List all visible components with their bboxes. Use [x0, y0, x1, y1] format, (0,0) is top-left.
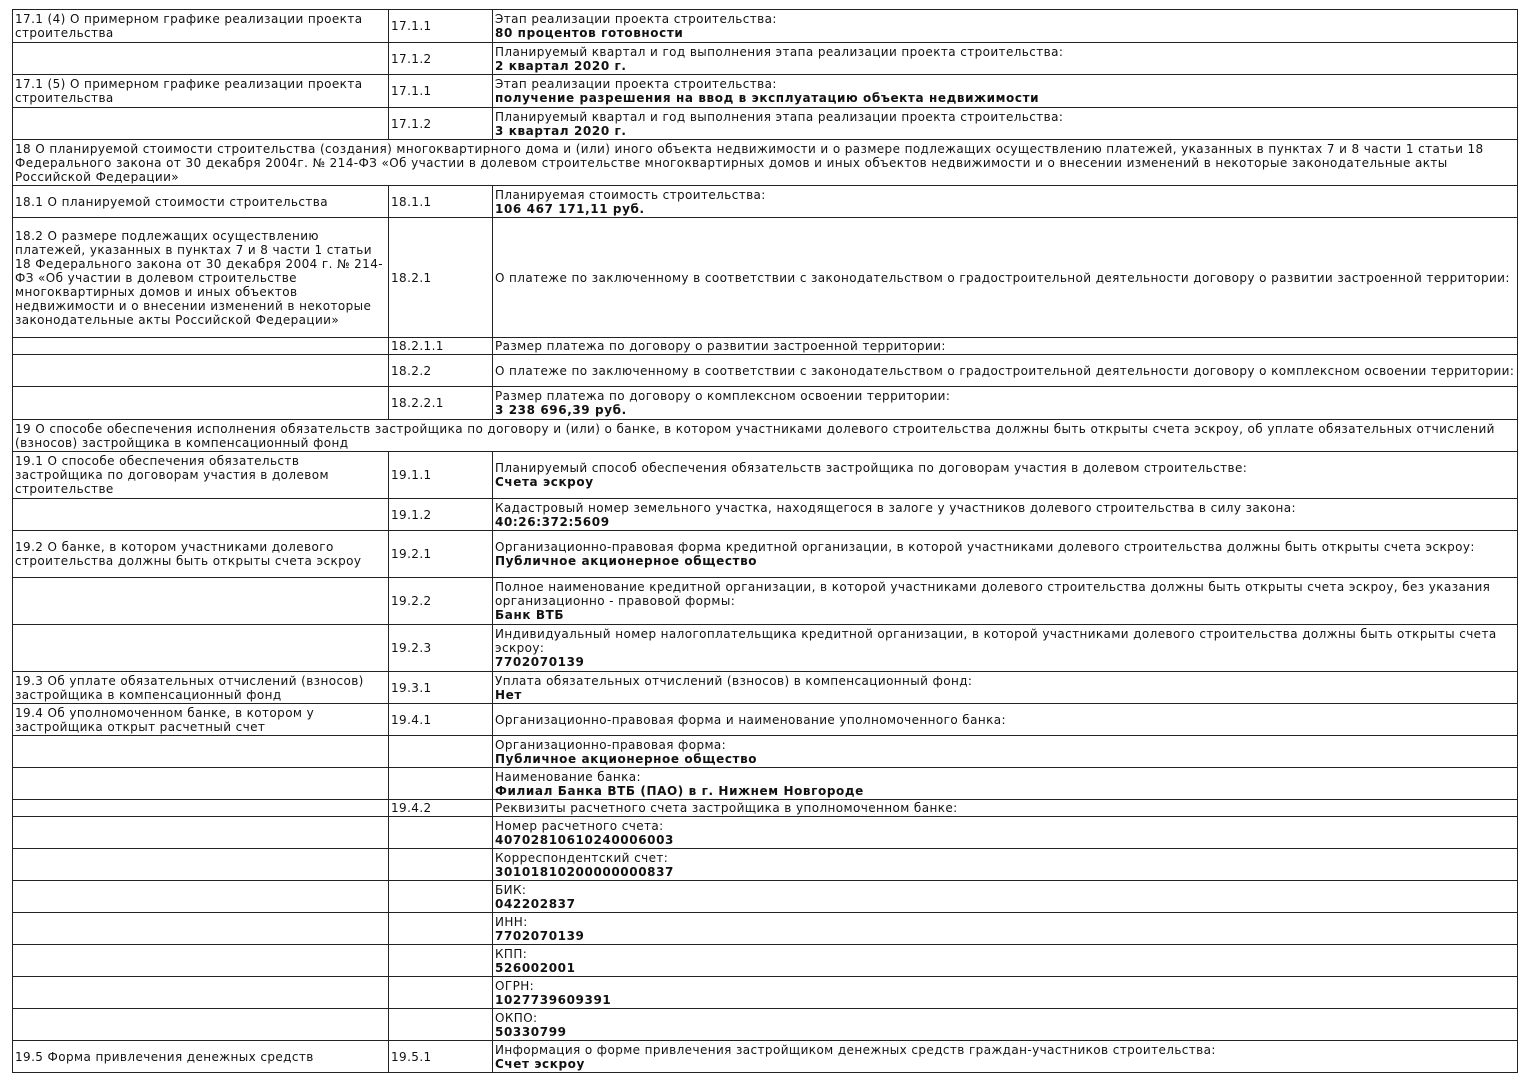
table-row	[13, 10, 1518, 43]
field-cell	[493, 704, 1518, 736]
section-cell	[13, 499, 389, 531]
field-label: Этап реализации проекта строительства:	[495, 77, 777, 91]
code-cell	[389, 1009, 493, 1041]
table-row	[13, 108, 1518, 140]
section-cell	[13, 338, 389, 355]
field-label: Планируемая стоимость строительства:	[495, 187, 766, 202]
field-cell	[493, 945, 1518, 977]
code-cell: 18.2.2.1	[389, 387, 493, 420]
field-label: КПП:	[495, 946, 528, 961]
section-cell	[13, 977, 389, 1009]
table-row	[13, 387, 1518, 420]
field-label: Уплата обязательных отчислений (взносов) в компенсационный фонд:	[495, 673, 973, 688]
field-label: Планируемый квартал и год выполнения этапа реализации проекта строительства:	[495, 44, 1064, 59]
field-value: Публичное акционерное общество	[495, 751, 758, 766]
field-label: Индивидуальный номер налогоплательщика кредитной организации, в которой участниками долевого строительства должны быть открыты счета эскроу:	[495, 627, 1497, 655]
field-cell	[493, 338, 1518, 355]
field-cell	[493, 108, 1518, 140]
field-cell	[493, 849, 1518, 881]
field-value: Счет эскроу	[495, 1056, 585, 1071]
code-cell	[389, 945, 493, 977]
field-label: О платеже по заключенному в соответствии с законодательством о градостроительной деятельности договору о развитии застроенной территории:	[495, 270, 1510, 285]
section-cell	[13, 800, 389, 817]
field-label: ОГРН:	[495, 978, 535, 993]
table-row	[13, 977, 1518, 1009]
field-cell	[493, 578, 1518, 625]
code-cell: 17.1.1	[389, 75, 493, 108]
table-row	[13, 1041, 1518, 1073]
field-label: Информация о форме привлечения застройщиком денежных средств граждан-участников строительства:	[495, 1042, 1216, 1057]
field-label: Планируемый способ обеспечения обязательств застройщика по договорам участия в долевом строительстве:	[495, 461, 1248, 475]
code-cell: 18.2.2	[389, 355, 493, 387]
field-value: 1027739609391	[495, 992, 612, 1007]
section-cell	[13, 849, 389, 881]
field-value: 526002001	[495, 960, 576, 975]
field-cell	[493, 977, 1518, 1009]
field-value: 40702810610240006003	[495, 832, 674, 847]
code-cell: 19.3.1	[389, 672, 493, 704]
section-cell: 19.4 Об уполномоченном банке, в котором у застройщика открыт расчетный счет	[13, 704, 389, 736]
field-cell	[493, 452, 1518, 499]
field-cell	[493, 531, 1518, 578]
section-cell: 18.2 О размере подлежащих осуществлению платежей, указанных в пунктах 7 и 8 части 1 статьи 18 Федерального закона от 30 декабря 2004 г. № 214-ФЗ «Об участии в долевом строительстве многоквартирных домов и иных объектов недвижимости и о внесении изменений в некоторые законодательные акты Российской Федерации»	[13, 218, 389, 338]
section-cell	[13, 355, 389, 387]
field-value: Счета эскроу	[495, 475, 594, 489]
code-cell: 19.4.1	[389, 704, 493, 736]
field-cell	[493, 625, 1518, 672]
table-row	[13, 849, 1518, 881]
table-row	[13, 913, 1518, 945]
field-value: 80 процентов готовности	[495, 26, 684, 40]
section-cell	[13, 768, 389, 800]
table-row	[13, 768, 1518, 800]
field-cell	[493, 1009, 1518, 1041]
code-cell: 18.2.1	[389, 218, 493, 338]
code-cell	[389, 913, 493, 945]
field-label: Номер расчетного счета:	[495, 818, 664, 833]
field-label: ОКПО:	[495, 1010, 538, 1025]
section-cell	[13, 913, 389, 945]
code-cell: 17.1.2	[389, 108, 493, 140]
field-label: Организационно-правовая форма и наименование уполномоченного банка:	[495, 712, 1006, 727]
table-row	[13, 704, 1518, 736]
field-value: 7702070139	[495, 655, 585, 669]
code-cell	[389, 736, 493, 768]
field-value: 3 квартал 2020 г.	[495, 123, 627, 138]
section-cell	[13, 578, 389, 625]
table-row	[13, 945, 1518, 977]
table-row	[13, 672, 1518, 704]
code-cell: 17.1.1	[389, 10, 493, 43]
table-row	[13, 338, 1518, 355]
table-row	[13, 43, 1518, 75]
table-row	[13, 578, 1518, 625]
section-header-18: 18 О планируемой стоимости строительства (создания) многоквартирного дома и (или) иного объекта недвижимости и о размере подлежащих осуществлению платежей, указанных в пунктах 7 и 8 части 1 статьи 18 Федерального закона от 30 декабря 2004г. № 214-ФЗ «Об участии в долевом строительстве многоквартирных домов и иных объектов недвижимости и о внесении изменений в некоторые законодательные акты Российской Федерации»	[13, 140, 1518, 186]
field-label: Реквизиты расчетного счета застройщика в уполномоченном банке:	[495, 801, 958, 815]
section-cell	[13, 387, 389, 420]
code-cell: 19.2.1	[389, 531, 493, 578]
table-row	[13, 218, 1518, 338]
table-row	[13, 736, 1518, 768]
table-row	[13, 625, 1518, 672]
field-label: Полное наименование кредитной организации, в которой участниками долевого строительства должны быть открыты счета эскроу, без указания организационно - правовой формы:	[495, 580, 1491, 608]
field-cell	[493, 672, 1518, 704]
table-row	[13, 355, 1518, 387]
section-cell: 19.2 О банке, в котором участниками долевого строительства должны быть открыты счета эскроу	[13, 531, 389, 578]
field-value: Филиал Банка ВТБ (ПАО) в г. Нижнем Новгороде	[495, 783, 864, 798]
field-cell	[493, 800, 1518, 817]
field-cell	[493, 387, 1518, 420]
code-cell	[389, 881, 493, 913]
field-cell	[493, 43, 1518, 75]
field-cell	[493, 499, 1518, 531]
section-header-row	[13, 420, 1518, 452]
section-header-row	[13, 140, 1518, 186]
section-cell: 19.3 Об уплате обязательных отчислений (взносов) застройщика в компенсационный фонд	[13, 672, 389, 704]
field-cell	[493, 913, 1518, 945]
field-label: Этап реализации проекта строительства:	[495, 12, 777, 26]
code-cell: 18.2.1.1	[389, 338, 493, 355]
table-row	[13, 817, 1518, 849]
field-value: 106 467 171,11 руб.	[495, 201, 645, 216]
table-row	[13, 75, 1518, 108]
field-label: Организационно-правовая форма кредитной организации, в которой участниками долевого строительства должны быть открыты счета эскроу:	[495, 540, 1475, 554]
section-cell: 17.1 (5) О примерном графике реализации проекта строительства	[13, 75, 389, 108]
code-cell: 19.1.1	[389, 452, 493, 499]
field-value: Публичное акционерное общество	[495, 554, 758, 568]
field-label: Наименование банка:	[495, 769, 641, 784]
section-header-19: 19 О способе обеспечения исполнения обязательств застройщика по договору и (или) о банке, в котором участниками долевого строительства должны быть открыты счета эскроу, об уплате обязательных отчислений (взносов) застройщика в компенсационный фонд	[13, 420, 1518, 452]
section-cell: 19.1 О способе обеспечения обязательств застройщика по договорам участия в долевом строительстве	[13, 452, 389, 499]
field-value: 50330799	[495, 1024, 567, 1039]
field-cell	[493, 218, 1518, 338]
field-cell	[493, 881, 1518, 913]
section-cell	[13, 736, 389, 768]
section-cell	[13, 945, 389, 977]
section-cell	[13, 625, 389, 672]
field-label: БИК:	[495, 882, 527, 897]
code-cell: 19.2.2	[389, 578, 493, 625]
section-cell: 19.5 Форма привлечения денежных средств	[13, 1041, 389, 1073]
section-cell	[13, 1009, 389, 1041]
table-row	[13, 531, 1518, 578]
field-cell	[493, 10, 1518, 43]
table-row	[13, 1009, 1518, 1041]
field-value: 30101810200000000837	[495, 864, 674, 879]
field-value: Нет	[495, 687, 522, 702]
field-value: получение разрешения на ввод в эксплуатацию объекта недвижимости	[495, 91, 1040, 105]
field-value: 40:26:372:5609	[495, 514, 610, 529]
section-cell	[13, 881, 389, 913]
field-cell	[493, 1041, 1518, 1073]
field-value: 7702070139	[495, 928, 585, 943]
code-cell	[389, 849, 493, 881]
table-row	[13, 452, 1518, 499]
section-cell: 17.1 (4) О примерном графике реализации проекта строительства	[13, 10, 389, 43]
code-cell	[389, 768, 493, 800]
field-label: Кадастровый номер земельного участка, находящегося в залоге у участников долевого строительства в силу закона:	[495, 500, 1296, 515]
code-cell	[389, 977, 493, 1009]
section-cell	[13, 817, 389, 849]
field-label: Размер платежа по договору о развитии застроенной территории:	[495, 339, 946, 353]
field-cell	[493, 736, 1518, 768]
field-label: Корреспондентский счет:	[495, 850, 669, 865]
code-cell: 19.1.2	[389, 499, 493, 531]
field-label: ИНН:	[495, 914, 528, 929]
field-cell	[493, 817, 1518, 849]
code-cell: 19.2.3	[389, 625, 493, 672]
table-row	[13, 800, 1518, 817]
code-cell: 18.1.1	[389, 186, 493, 218]
field-value: Банк ВТБ	[495, 608, 565, 622]
field-value: 042202837	[495, 896, 576, 911]
code-cell: 19.4.2	[389, 800, 493, 817]
code-cell: 17.1.2	[389, 43, 493, 75]
field-label: О платеже по заключенному в соответствии с законодательством о градостроительной деятельности договору о комплексном освоении территории:	[495, 363, 1515, 378]
disclosure-table	[12, 9, 1518, 1073]
field-cell	[493, 768, 1518, 800]
table-row	[13, 186, 1518, 218]
field-cell	[493, 75, 1518, 108]
table-row	[13, 881, 1518, 913]
field-cell	[493, 355, 1518, 387]
field-label: Планируемый квартал и год выполнения этапа реализации проекта строительства:	[495, 109, 1064, 124]
code-cell	[389, 817, 493, 849]
code-cell: 19.5.1	[389, 1041, 493, 1073]
field-value: 2 квартал 2020 г.	[495, 58, 627, 73]
field-label: Размер платежа по договору о комплексном освоении территории:	[495, 389, 951, 403]
section-cell	[13, 43, 389, 75]
table-row	[13, 499, 1518, 531]
field-label: Организационно-правовая форма:	[495, 737, 727, 752]
section-cell: 18.1 О планируемой стоимости строительства	[13, 186, 389, 218]
section-cell	[13, 108, 389, 140]
field-value: 3 238 696,39 руб.	[495, 403, 627, 417]
field-cell	[493, 186, 1518, 218]
